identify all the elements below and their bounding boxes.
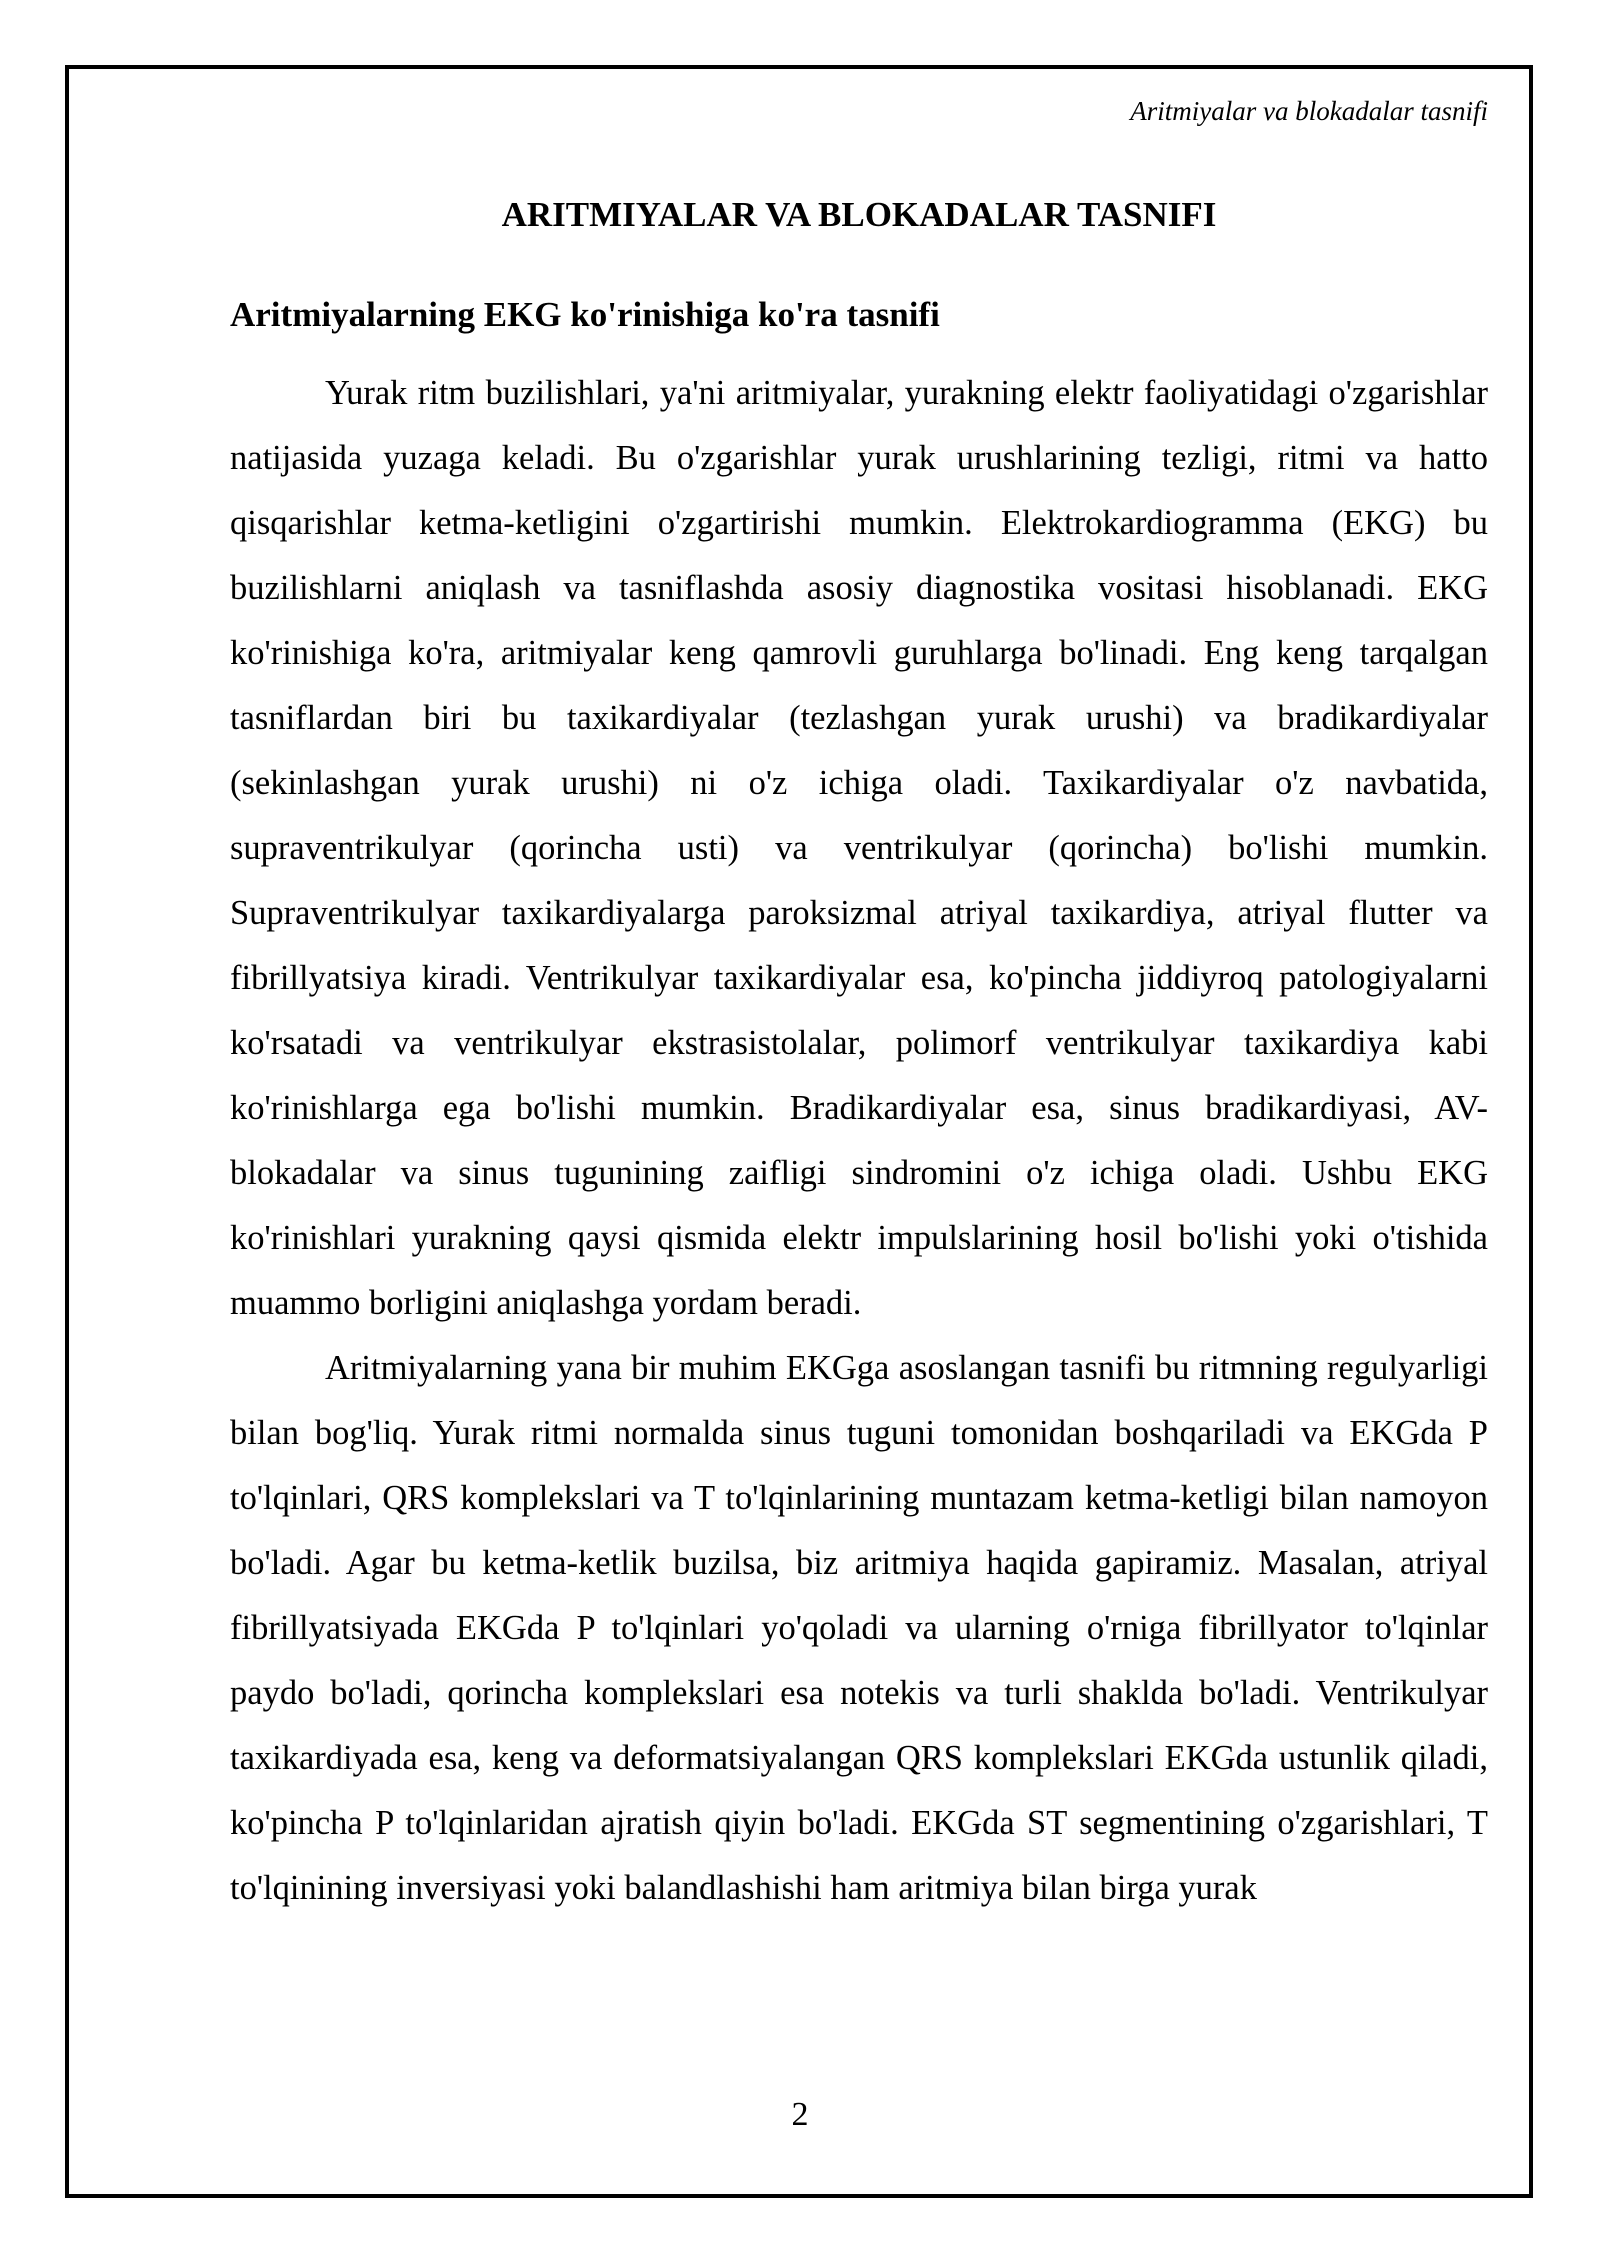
document-title: ARITMIYALAR VA BLOKADALAR TASNIFI	[501, 195, 1217, 234]
section-heading: Aritmiyalarning EKG ko'rinishiga ko'ra tasnifi	[230, 295, 940, 334]
page-number: 2	[791, 2096, 809, 2133]
paragraph: Aritmiyalarning yana bir muhim EKGga asoslangan tasnifi bu ritmning regulyarligi bilan bog'liq. Yurak ritmi normalda sinus tuguni tomonidan boshqariladi va EKGda P to'lqinlari, QRS komplekslari va T to'lqinlarining muntazam ketma-ketligi bilan namoyon bo'ladi. Agar bu ketma-ketlik buzilsa, biz aritmiya haqida gapiramiz. Masalan, atriyal fibrillyatsiyada EKGda P to'lqinlari yo'qoladi va ularning o'rniga fibrillyator to'lqinlar paydo bo'ladi, qorincha komplekslari esa notekis va turli shaklda bo'ladi. Ventrikulyar taxikardiyada esa, keng va deformatsiyalangan QRS komplekslari EKGda ustunlik qiladi, ko'pincha P to'lqinlaridan ajratish qiyin bo'ladi. EKGda ST segmentining o'zgarishlari, T to'lqinining inversiyasi yoki balandlashishi ham aritmiya bilan birga yurak	[230, 1349, 1488, 1907]
paragraph: Yurak ritm buzilishlari, ya'ni aritmiyalar, yurakning elektr faoliyatidagi o'zgarishlar natijasida yuzaga keladi. Bu o'zgarishlar yurak urushlarining tezligi, ritmi va hatto qisqarishlar ketma-ketligini o'zgartirishi mumkin. Elektrokardiogramma (EKG) bu buzilishlarni aniqlash va tasniflashda asosiy diagnostika vositasi hisoblanadi. EKG ko'rinishiga ko'ra, aritmiyalar keng qamrovli guruhlarga bo'linadi. Eng keng tarqalgan tasniflardan biri bu taxikardiyalar (tezlashgan yurak urushi) va bradikardiyalar (sekinlashgan yurak urushi) ni o'z ichiga oladi. Taxikardiyalar o'z navbatida, supraventrikulyar (qorincha usti) va ventrikulyar (qorincha) bo'lishi mumkin. Supraventrikulyar taxikardiyalarga paroksizmal atriyal taxikardiya, atriyal flutter va fibrillyatsiya kiradi. Ventrikulyar taxikardiyalar esa, ko'pincha jiddiyroq patologiyalarni ko'rsatadi va ventrikulyar ekstrasistolalar, polimorf ventrikulyar taxikardiya kabi ko'rinishlarga ega bo'lishi mumkin. Bradikardiyalar esa, sinus bradikardiyasi, AV-blokadalar va sinus tugunining zaifligi sindromini o'z ichiga oladi. Ushbu EKG ko'rinishlari yurakning qaysi qismida elektr impulslarining hosil bo'lishi yoki o'tishida muammo borligini aniqlashga yordam beradi.	[230, 374, 1488, 1322]
document-body	[230, 190, 1488, 1921]
running-header: Aritmiyalar va blokadalar tasnifi	[1130, 96, 1488, 126]
